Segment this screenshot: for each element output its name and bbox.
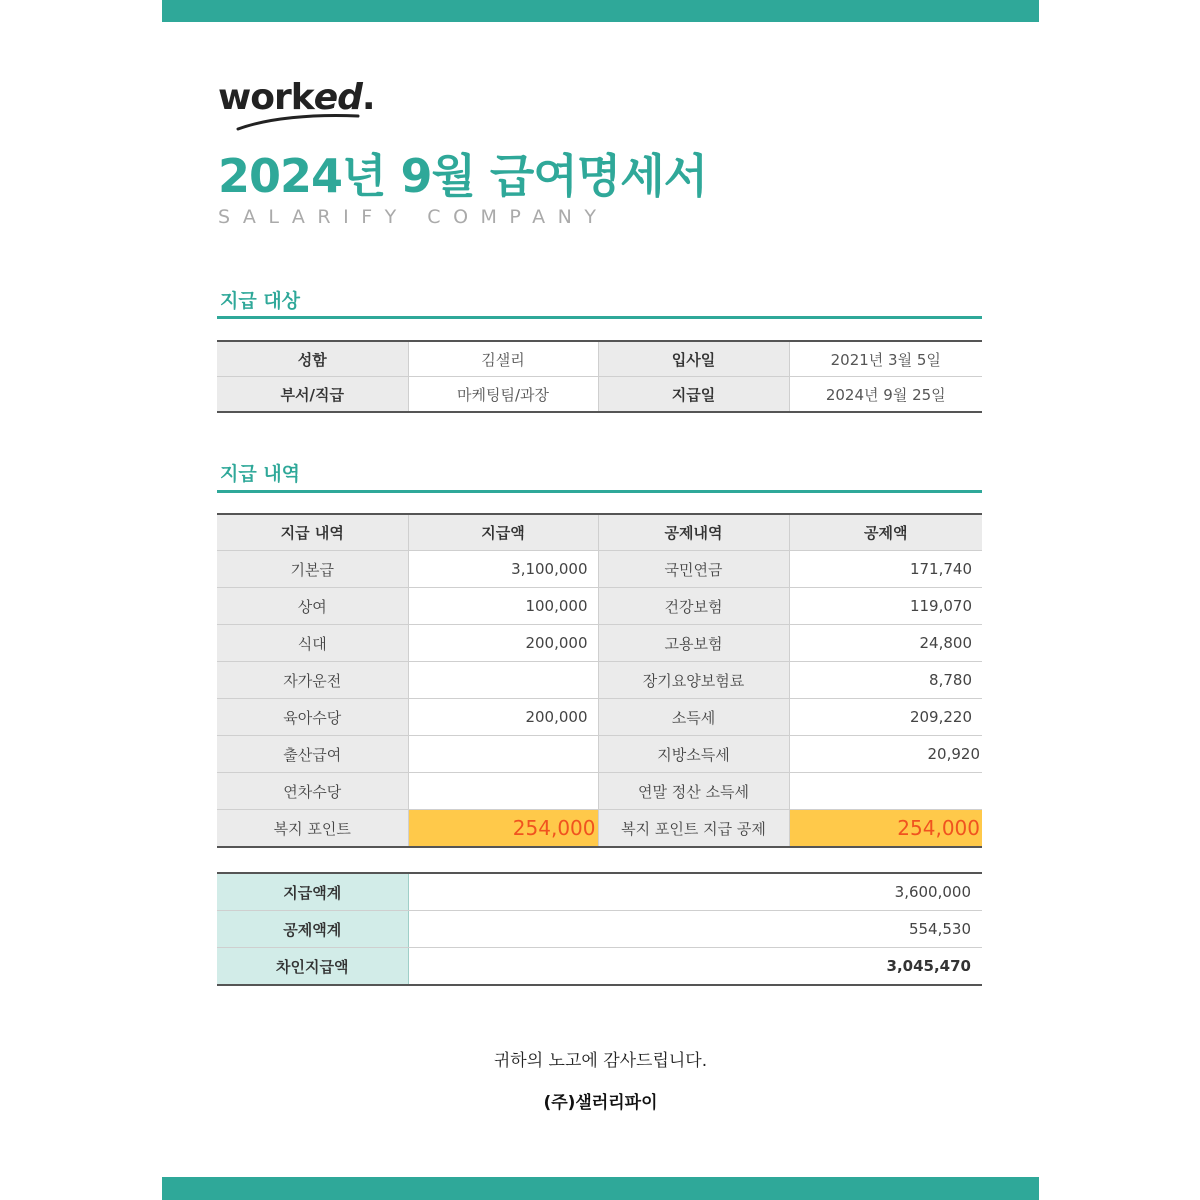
pay-amount: 100,000 [408, 588, 598, 625]
welfare-deduct-amount: 254,000 [789, 810, 982, 848]
pay-item: 육아수당 [217, 699, 408, 736]
table-row [217, 873, 982, 911]
table-row [217, 773, 982, 810]
value-name: 김샐리 [408, 341, 598, 377]
pay-amount: 200,000 [408, 699, 598, 736]
pay-amount [408, 662, 598, 699]
top-accent-bar [162, 0, 1039, 22]
deduct-amount [789, 773, 982, 810]
net-pay-label: 차인지급액 [217, 948, 408, 986]
label-hire-date: 입사일 [598, 341, 789, 377]
totals-table [217, 872, 982, 986]
deduct-amount: 8,780 [789, 662, 982, 699]
logo-swoosh-icon [218, 112, 363, 132]
total-pay-value: 3,600,000 [408, 873, 982, 911]
deduct-item: 복지 포인트 지급 공제 [598, 810, 789, 848]
header-deduct-item: 공제내역 [598, 514, 789, 551]
pay-amount: 3,100,000 [408, 551, 598, 588]
deduct-item: 장기요양보험료 [598, 662, 789, 699]
pay-item: 식대 [217, 625, 408, 662]
header-deduct-amount: 공제액 [789, 514, 982, 551]
thanks-message: 귀하의 노고에 감사드립니다. [493, 1051, 708, 1071]
table-row [217, 911, 982, 948]
pay-item: 출산급여 [217, 736, 408, 773]
total-deduct-value: 554,530 [408, 911, 982, 948]
pay-item: 연차수당 [217, 773, 408, 810]
table-row [217, 948, 982, 986]
recipient-section-title: 지급 대상 [220, 290, 301, 312]
company-name: (주)샐러리파이 [543, 1093, 658, 1113]
table-row [217, 810, 982, 848]
pay-details-table [217, 513, 982, 848]
value-pay-date: 2024년 9월 25일 [789, 377, 982, 413]
table-row [217, 377, 982, 413]
page-subtitle: SALARIFY COMPANY [218, 206, 609, 228]
value-department: 마케팅팀/과장 [408, 377, 598, 413]
table-row [217, 551, 982, 588]
deduct-amount: 209,220 [789, 699, 982, 736]
deduct-item: 건강보험 [598, 588, 789, 625]
pay-amount [408, 773, 598, 810]
recipient-table [217, 340, 982, 413]
label-name: 성함 [217, 341, 408, 377]
header-pay-item: 지급 내역 [217, 514, 408, 551]
pay-item: 복지 포인트 [217, 810, 408, 848]
brand-logo: worked. [218, 78, 368, 132]
header-pay-amount: 지급액 [408, 514, 598, 551]
deduct-amount: 20,920 [789, 736, 982, 773]
pay-amount: 200,000 [408, 625, 598, 662]
page-title: 2024년 9월 급여명세서 [218, 149, 708, 203]
table-row [217, 588, 982, 625]
pay-item: 기본급 [217, 551, 408, 588]
value-hire-date: 2021년 3월 5일 [789, 341, 982, 377]
deduct-amount: 171,740 [789, 551, 982, 588]
total-pay-label: 지급액계 [217, 873, 408, 911]
pay-item: 상여 [217, 588, 408, 625]
deduct-item: 국민연금 [598, 551, 789, 588]
pay-amount [408, 736, 598, 773]
payslip-page [162, 0, 1039, 1200]
bottom-accent-bar [162, 1177, 1039, 1200]
deduct-item: 고용보험 [598, 625, 789, 662]
recipient-section-divider [217, 316, 982, 319]
table-row [217, 736, 982, 773]
details-section-title: 지급 내역 [220, 463, 301, 485]
details-section-divider [217, 490, 982, 493]
table-header-row [217, 514, 982, 551]
pay-item: 자가운전 [217, 662, 408, 699]
deduct-amount: 119,070 [789, 588, 982, 625]
table-row [217, 341, 982, 377]
deduct-item: 연말 정산 소득세 [598, 773, 789, 810]
deduct-amount: 24,800 [789, 625, 982, 662]
total-deduct-label: 공제액계 [217, 911, 408, 948]
net-pay-value: 3,045,470 [408, 948, 982, 986]
deduct-item: 소득세 [598, 699, 789, 736]
table-row [217, 662, 982, 699]
table-row [217, 625, 982, 662]
table-row [217, 699, 982, 736]
label-pay-date: 지급일 [598, 377, 789, 413]
welfare-pay-amount: 254,000 [408, 810, 598, 848]
deduct-item: 지방소득세 [598, 736, 789, 773]
label-department: 부서/직급 [217, 377, 408, 413]
